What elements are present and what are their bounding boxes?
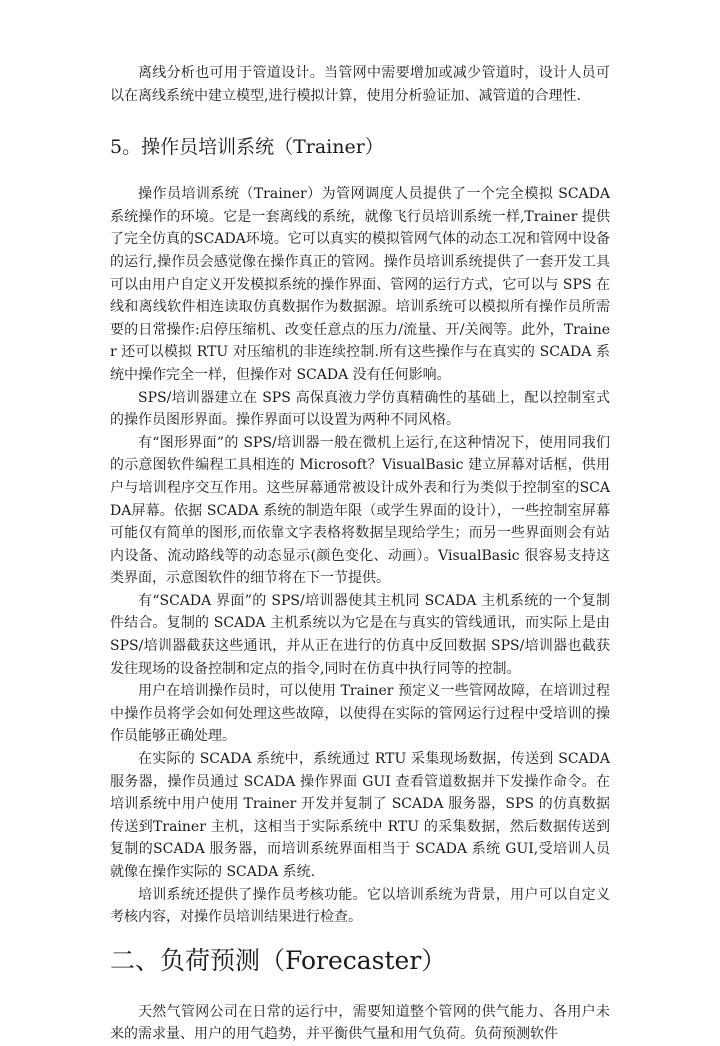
paragraph: SPS/培训器建立在 SPS 高保真液力学仿真精确性的基础上，配以控制室式的操作员图形界面。操作界面可以设置为两种不同风格。	[110, 389, 610, 429]
paragraph: 有“SCADA 界面”的 SPS/培训器使其主机同 SCADA 主机系统的一个复制件结合。复制的 SCADA 主机系统以为它是在与真实的管线通讯，而实际上是由 SPS/培训器截获这些通讯，并从正在进行的仿真中反回数据 SPS/培训器也截获发往现场的设备控制和定点的指令,同时在仿真中执行同等的控制。	[110, 592, 610, 677]
chapter-2-heading: 二、负荷预测（Forecaster）	[110, 945, 447, 975]
document-page	[110, 62, 610, 1046]
paragraph: 有“图形界面”的 SPS/培训器一般在微机上运行,在这种情况下，使用同我们的示意图软件编程工具相连的 Microsoft？VisualBasic 建立屏幕对话框，供用户与培训程序交互作用。这些屏幕通常被设计成外表和行为类似于控制室的SCADA屏幕。依据 SCADA 系统的制造年限（或学生界面的设计），一些控制室屏幕可能仅有简单的图形,而依靠文字表格将数据呈现给学生；而另一些界面则会有站内设备、流动路线等的动态显示(颜色变化、动画）。VisualBasic 很容易支持这类界面，示意图软件的细节将在下一节提供。	[110, 434, 610, 587]
paragraph: 用户在培训操作员时，可以使用 Trainer 预定义一些管网故障，在培训过程中操作员将学会如何处理这些故障，以使得在实际的管网运行过程中受培训的操作员能够正确处理。	[110, 683, 610, 745]
paragraph: 天然气管网公司在日常的运行中，需要知道整个管网的供气能力、各用户未来的需求量、用户的用气趋势，并平衡供气量和用气负荷。负荷预测软件	[110, 1003, 610, 1043]
section-5-body	[110, 183, 610, 929]
chapter-2-body	[110, 1001, 610, 1046]
paragraph: 培训系统还提供了操作员考核功能。它以培训系统为背景，用户可以自定义考核内容，对操作员培训结果进行检查。	[110, 886, 610, 926]
intro-paragraph: 离线分析也可用于管道设计。当管网中需要增加或减少管道时，设计人员可以在离线系统中建立模型,进行模拟计算，使用分析验证加、减管道的合理性.	[110, 65, 610, 104]
paragraph: 在实际的 SCADA 系统中，系统通过 RTU 采集现场数据，传送到 SCADA 服务器，操作员通过 SCADA 操作界面 GUI 查看管道数据并下发操作命令。在培训系统中用户使用 Trainer 开发并复制了 SCADA 服务器，SPS 的仿真数据传送到Trainer 主机，这相当于实际系统中 RTU 的采集数据，然后数据传送到复制的SCADA 服务器，而培训系统界面相当于 SCADA 系统 GUI,受培训人员就像在操作实际的 SCADA 系统.	[110, 751, 610, 880]
paragraph: 操作员培训系统（Trainer）为管网调度人员提供了一个完全模拟 SCADA 系统操作的环境。它是一套离线的系统，就像飞行员培训系统一样,Trainer 提供了完全仿真的SCADA环境。它可以真实的模拟管网气体的动态工况和管网中设备的运行,操作员会感觉像在操作真正的管网。操作员培训系统提供了一套开发工具可以由用户自定义开发模拟系统的操作界面、管网的运行方式，它可以与 SPS 在线和离线软件相连读取仿真数据作为数据源。培训系统可以模拟所有操作员所需要的日常操作:启停压缩机、改变任意点的压力/流量、开/关阀等。此外，Trainer 还可以模拟 RTU 对压缩机的非连续控制.所有这些操作与在真实的 SCADA 系统中操作完全一样，但操作对 SCADA 没有任何影响。	[110, 186, 610, 383]
section-5-heading: 5。操作员培训系统（Trainer）	[110, 136, 384, 159]
